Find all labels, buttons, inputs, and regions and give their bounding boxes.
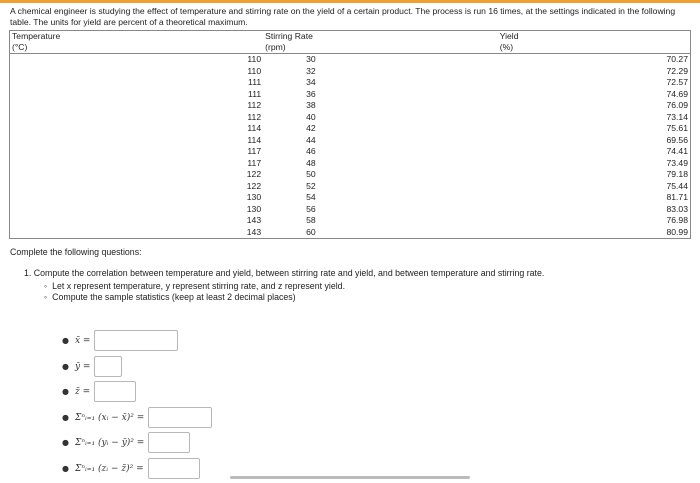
stat-y-mean — [62, 356, 122, 377]
header-yield: Yield — [498, 31, 691, 43]
sub-bullet-variables-text: Let x represent temperature, y represent stirring rate, and z represent yield. — [52, 281, 346, 291]
bullet-dot: ● — [62, 413, 69, 422]
table-row — [10, 227, 691, 239]
table-header-units-row — [10, 42, 691, 54]
stirring-rate-cell: 46 — [306, 146, 316, 157]
yield-cell: 74.69 — [498, 89, 691, 101]
sub-bullet-statistics — [44, 292, 296, 302]
stat-z-sum-squares — [62, 458, 200, 479]
table-row — [10, 158, 691, 170]
yield-cell: 76.98 — [498, 215, 691, 227]
bullet-dot: ● — [62, 336, 69, 345]
temperature-cell: 117 — [10, 146, 264, 158]
temperature-cell: 110 — [10, 54, 264, 66]
temperature-cell: 114 — [10, 123, 264, 135]
temperature-cell: 143 — [10, 215, 264, 227]
table-row — [10, 215, 691, 227]
temperature-cell: 112 — [10, 112, 264, 124]
bullet-dot: ● — [62, 438, 69, 447]
header-temperature: Temperature — [10, 31, 264, 43]
header-stirring-rate-unit: (rpm) — [263, 42, 498, 54]
stat-label: z̄ = — [74, 386, 91, 397]
header-yield-unit: (%) — [498, 42, 691, 54]
yield-cell: 73.14 — [498, 112, 691, 124]
complete-label: Complete the following questions: — [10, 247, 142, 257]
temperature-cell: 114 — [10, 135, 264, 147]
temperature-cell: 111 — [10, 89, 264, 101]
stirring-rate-cell: 40 — [306, 111, 316, 122]
stirring-rate-cell: 56 — [306, 203, 316, 214]
yield-cell: 75.44 — [498, 181, 691, 193]
stirring-rate-cell: 60 — [263, 227, 498, 239]
temperature-cell: 130 — [10, 192, 264, 204]
stat-label: Σⁿᵢ₌₁ (xᵢ − x̄)² = — [74, 412, 145, 423]
temperature-cell: 130 — [10, 204, 264, 216]
question-1: 1. Compute the correlation between temperature and yield, between stirring rate and yield, and between temperature and stirring rate. — [24, 268, 545, 278]
problem-intro: A chemical engineer is studying the effect of temperature and stirring rate on the yield of a certain product. The process is run 16 times, at the settings indicated in the following table. The units for yield are percent of a theoretical maximum. — [10, 6, 676, 27]
table-row — [10, 123, 691, 135]
yield-cell: 72.29 — [498, 66, 691, 78]
x-mean-input[interactable] — [94, 330, 178, 351]
stirring-rate-cell: 38 — [306, 100, 316, 111]
table-row — [10, 192, 691, 204]
table-row — [10, 112, 691, 124]
table-row — [10, 77, 691, 89]
yield-cell: 73.49 — [498, 158, 691, 170]
table-row — [10, 135, 691, 147]
stat-label: Σⁿᵢ₌₁ (yᵢ − ȳ)² = — [74, 437, 145, 448]
table-row — [10, 54, 691, 66]
bullet-dot: ● — [62, 387, 69, 396]
bullet-dot: ● — [62, 362, 69, 371]
temperature-cell: 111 — [10, 77, 264, 89]
yield-cell: 81.71 — [498, 192, 691, 204]
stirring-rate-cell: 44 — [306, 134, 316, 145]
stat-label: ȳ = — [74, 361, 91, 372]
stirring-rate-cell: 54 — [306, 192, 316, 203]
yield-cell: 80.99 — [498, 227, 691, 239]
stat-z-mean — [62, 381, 136, 402]
x-sum-squares-input[interactable] — [148, 407, 212, 428]
yield-cell: 72.57 — [498, 77, 691, 89]
yield-cell: 76.09 — [498, 100, 691, 112]
table-row — [10, 204, 691, 216]
table-header-row — [10, 31, 691, 43]
stirring-rate-cell: 48 — [306, 157, 316, 168]
stirring-rate-cell: 42 — [306, 123, 316, 134]
yield-cell: 70.27 — [498, 54, 691, 66]
stat-x-mean — [62, 330, 178, 351]
stat-y-sum-squares — [62, 432, 190, 453]
table-row — [10, 181, 691, 193]
z-sum-squares-input[interactable] — [148, 458, 200, 479]
stirring-rate-cell: 30 — [306, 54, 316, 65]
scroll-indicator — [230, 476, 470, 479]
yield-cell: 69.56 — [498, 135, 691, 147]
temperature-cell: 143 — [10, 227, 264, 239]
yield-cell: 74.41 — [498, 146, 691, 158]
yield-cell: 75.61 — [498, 123, 691, 135]
y-sum-squares-input[interactable] — [148, 432, 190, 453]
header-temperature-unit: (°C) — [10, 42, 264, 54]
stirring-rate-cell: 36 — [306, 88, 316, 99]
temperature-cell: 110 — [10, 66, 264, 78]
sub-bullet-variables — [44, 281, 345, 291]
stirring-rate-cell: 50 — [306, 169, 316, 180]
top-accent-bar — [0, 0, 700, 3]
stat-label: x̄ = — [74, 335, 91, 346]
y-mean-input[interactable] — [94, 356, 122, 377]
table-row — [10, 146, 691, 158]
table-row — [10, 100, 691, 112]
stat-label: Σⁿᵢ₌₁ (zᵢ − z̄)² = — [74, 463, 144, 474]
stat-x-sum-squares — [62, 407, 212, 428]
stirring-rate-cell: 32 — [306, 65, 316, 76]
sub-bullet-statistics-text: Compute the sample statistics (keep at least 2 decimal places) — [52, 292, 296, 302]
stirring-rate-cell: 34 — [306, 77, 316, 88]
temperature-cell: 122 — [10, 181, 264, 193]
header-stirring-rate: Stirring Rate — [263, 31, 498, 43]
temperature-cell: 112 — [10, 100, 264, 112]
z-mean-input[interactable] — [94, 381, 136, 402]
temperature-cell: 122 — [10, 169, 264, 181]
table-row — [10, 169, 691, 181]
yield-cell: 79.18 — [498, 169, 691, 181]
stirring-rate-cell: 52 — [306, 180, 316, 191]
yield-cell: 83.03 — [498, 204, 691, 216]
bullet-dot: ● — [62, 464, 69, 473]
temperature-cell: 117 — [10, 158, 264, 170]
stirring-rate-cell: 58 — [306, 215, 316, 226]
table-row — [10, 89, 691, 101]
table-row — [10, 66, 691, 78]
data-table — [9, 30, 691, 239]
